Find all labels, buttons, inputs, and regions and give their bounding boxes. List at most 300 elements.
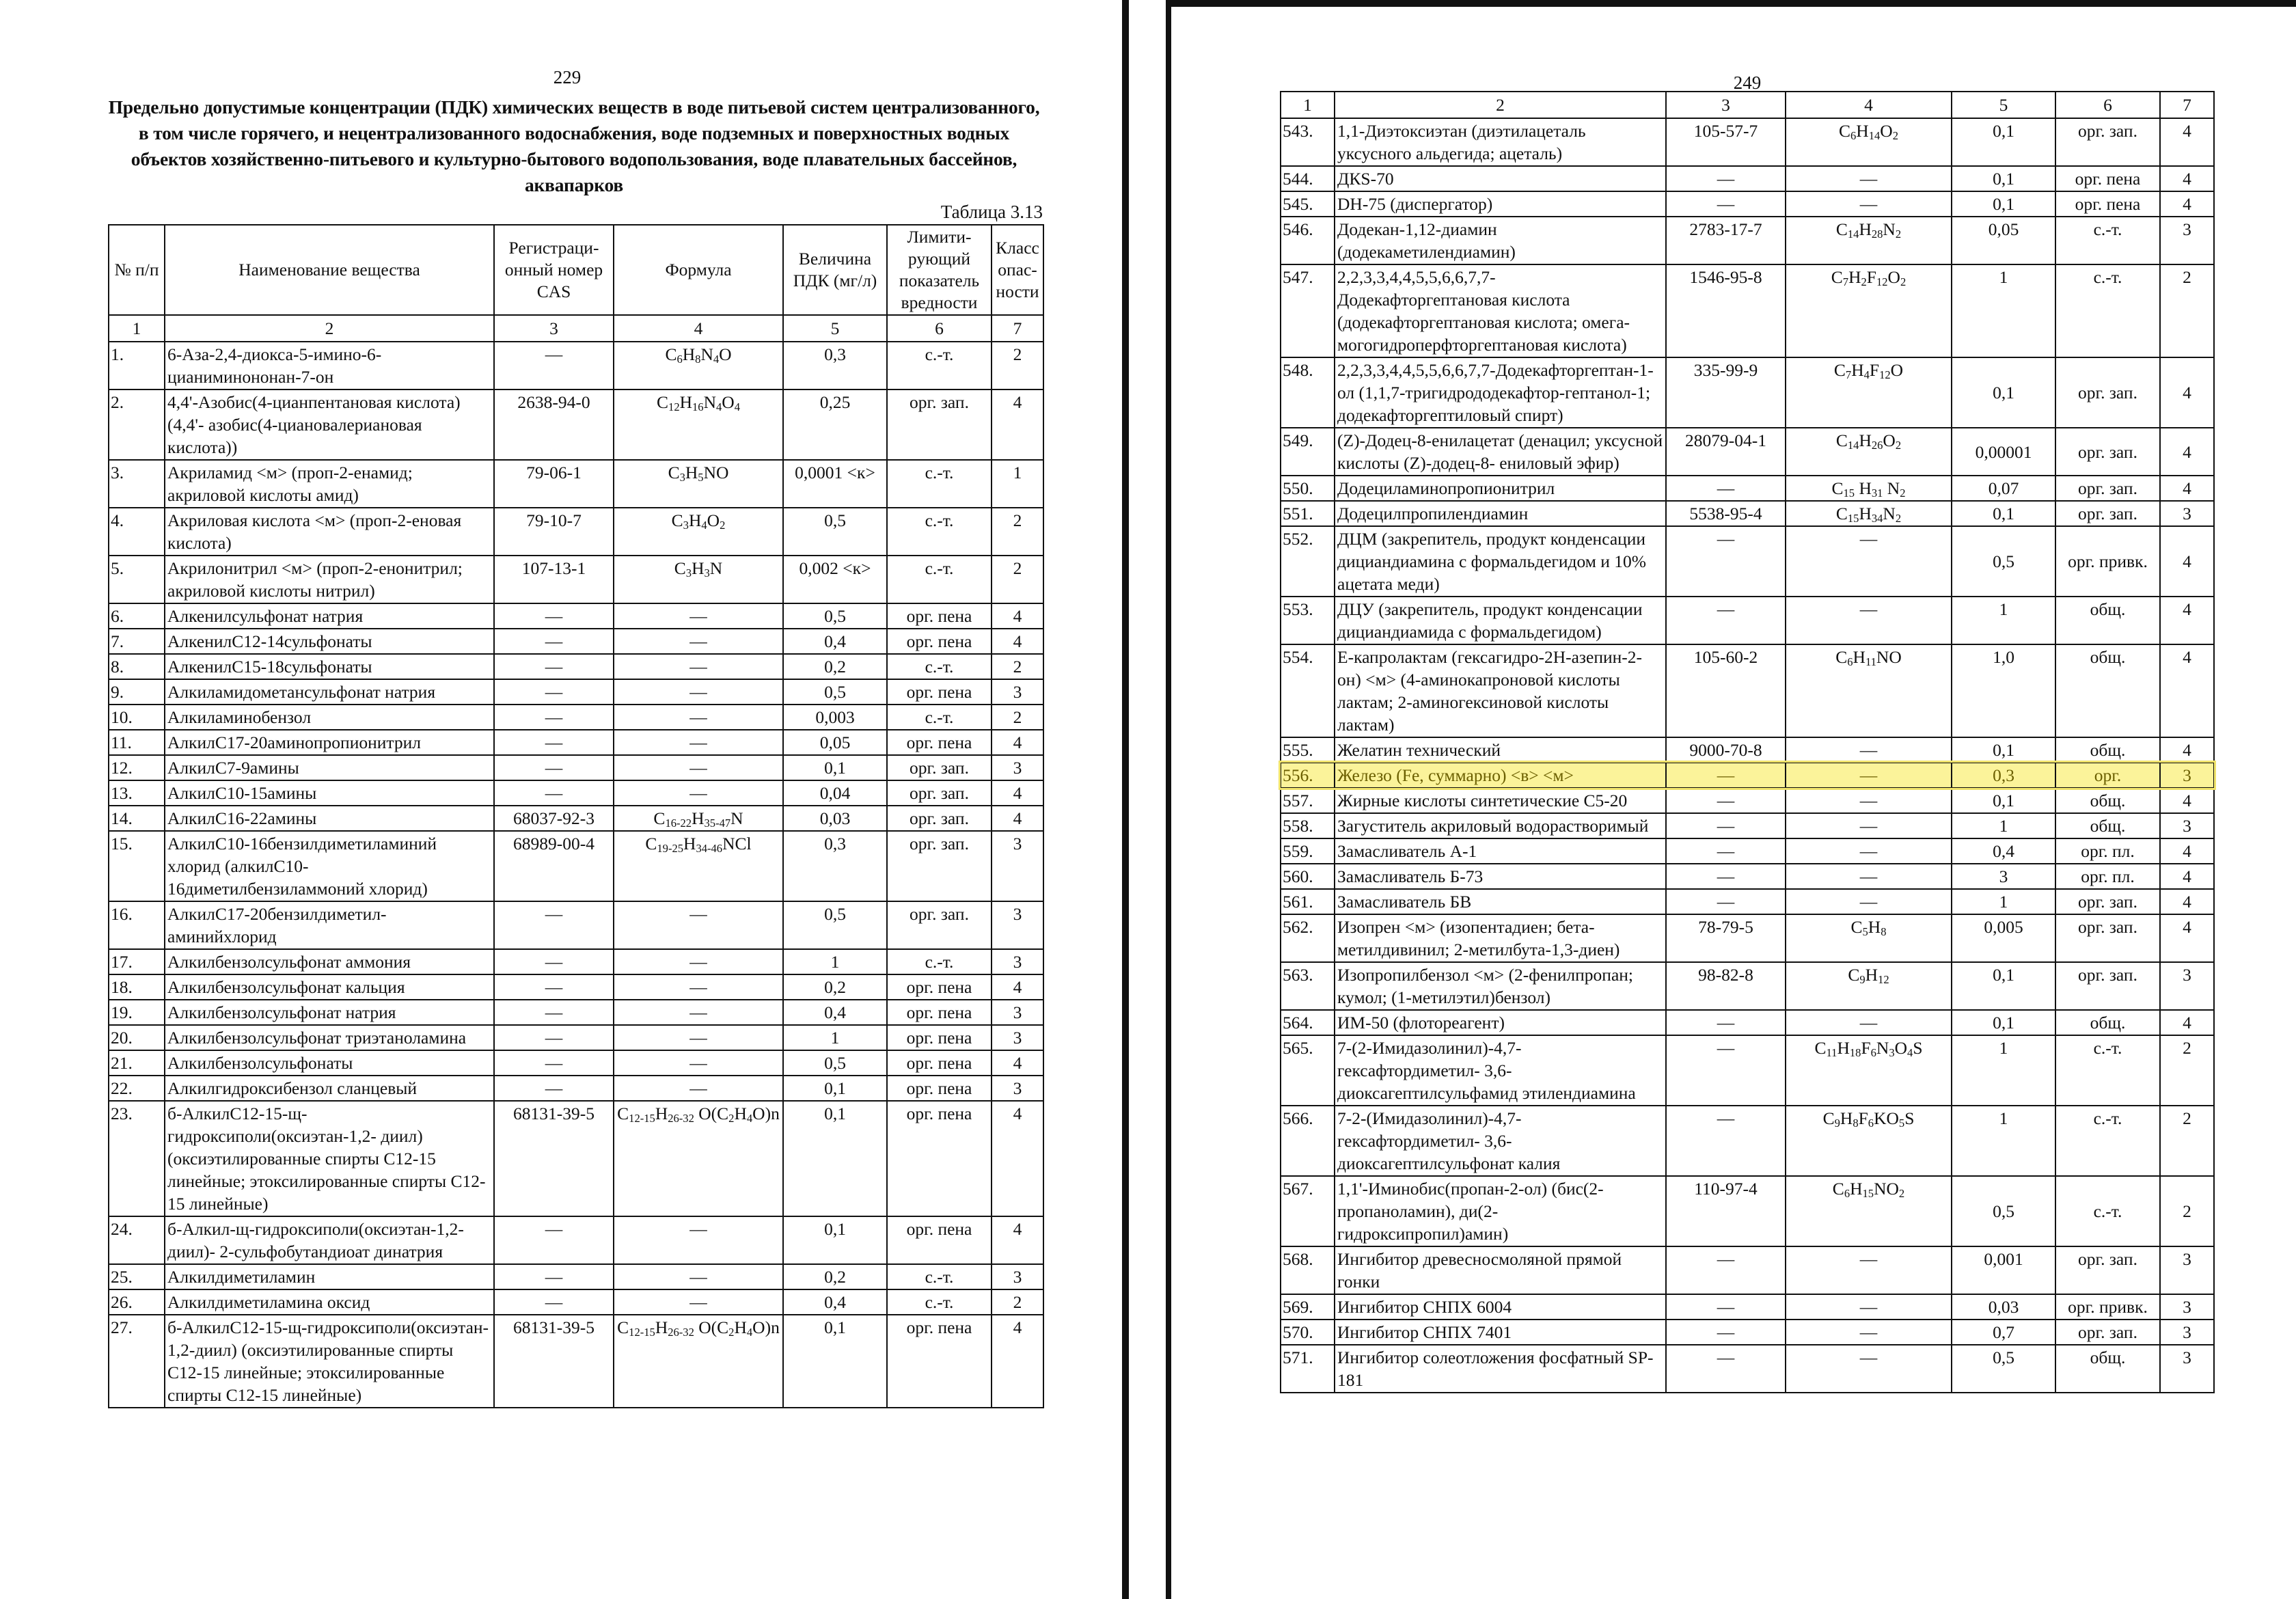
row-number: 553.	[1281, 597, 1335, 644]
limiting-indicator: орг. зап.	[2055, 1320, 2160, 1345]
page-number: 249	[1733, 72, 1762, 93]
hazard-class: 4	[992, 1315, 1043, 1408]
cas-number: 79-10-7	[494, 508, 614, 556]
cas-number: —	[494, 705, 614, 730]
substance-name: АлкилC17-20бензилдиметил-аминийхлорид	[165, 901, 494, 949]
table-row	[109, 390, 1043, 460]
limiting-indicator: орг. пл.	[2055, 864, 2160, 889]
substance-name: Акриловая кислота <м> (проп-2-еновая кислота)	[165, 508, 494, 556]
row-number: 6.	[109, 603, 165, 629]
cas-number: —	[1666, 838, 1786, 864]
pdk-value: 0,04	[783, 780, 887, 806]
table-row	[1281, 889, 2214, 914]
pdk-value: 1	[1952, 813, 2055, 838]
table-row-highlighted	[1281, 763, 2214, 788]
row-number: 550.	[1281, 476, 1335, 501]
cas-number: 28079-04-1	[1666, 428, 1786, 476]
substance-name: Замасливатель БВ	[1335, 889, 1666, 914]
hazard-class: 2	[992, 654, 1043, 679]
limiting-indicator: орг. зап.	[887, 390, 992, 460]
limiting-indicator: орг. зап.	[2055, 428, 2160, 476]
cas-number: —	[494, 654, 614, 679]
limiting-indicator: с.-т.	[887, 460, 992, 508]
table-row	[109, 508, 1043, 556]
limiting-indicator: с.-т.	[2055, 1106, 2160, 1176]
row-number: 568.	[1281, 1246, 1335, 1294]
chemical-formula: $C_{19-25}H_{34-46}NCl$	[614, 831, 783, 901]
chemical-formula: $C_{11}H_{18}F_6N_3O_4S$	[1786, 1035, 1952, 1106]
limiting-indicator: общ.	[2055, 1345, 2160, 1393]
substance-name: 1,1-Диэтоксиэтан (диэтилацеталь уксусного альдегида; ацеталь)	[1335, 118, 1666, 166]
pdk-value: 1	[783, 1025, 887, 1050]
pdk-value: 0,3	[1952, 763, 2055, 788]
chemical-formula: —	[614, 901, 783, 949]
limiting-indicator: орг. привк.	[2055, 526, 2160, 597]
row-number: 571.	[1281, 1345, 1335, 1393]
chemical-formula: —	[614, 654, 783, 679]
row-number: 13.	[109, 780, 165, 806]
table-row	[1281, 962, 2214, 1010]
chemical-formula: $C_5H_8$	[1786, 914, 1952, 962]
substance-name: Загуститель акриловый водорастворимый	[1335, 813, 1666, 838]
cas-number: —	[494, 1076, 614, 1101]
pdk-value: 0,00001	[1952, 428, 2055, 476]
chemical-formula: —	[614, 1076, 783, 1101]
pdk-value: 0,1	[1952, 737, 2055, 763]
cas-number: —	[494, 679, 614, 705]
row-number: 17.	[109, 949, 165, 974]
substance-name: ДЦМ (закрепитель, продукт конденсации дициандиамина с формальдегидом и 10% ацетата меди)	[1335, 526, 1666, 597]
hazard-class: 4	[992, 806, 1043, 831]
column-number-row	[109, 315, 1043, 342]
substance-name: DH-75 (диспергатор)	[1335, 191, 1666, 217]
pdk-value: 0,03	[1952, 1294, 2055, 1320]
chemical-formula: $C_9H_{12}$	[1786, 962, 1952, 1010]
substance-name: Изопрен <м> (изопентадиен; бета-метилдивинил; 2-метилбута-1,3-диен)	[1335, 914, 1666, 962]
cas-number: —	[1666, 1294, 1786, 1320]
table-row	[109, 1289, 1043, 1315]
hazard-class: 4	[992, 974, 1043, 1000]
substance-name: АлкилC10-15амины	[165, 780, 494, 806]
chemical-formula: —	[1786, 737, 1952, 763]
hazard-class: 4	[992, 730, 1043, 755]
table-row	[1281, 788, 2214, 813]
table-row	[109, 705, 1043, 730]
document-title: Предельно допустимые концентрации (ПДК) химических веществ в воде питьевой систем централизованного, в том числе горячего, и нецентрализованного водоснабжения, воде подземных и поверхностных водных объектов хозяйственно-питьевого и культурно-бытового водопользования, воде плавательных бассейнов, аквапарков	[108, 96, 1040, 195]
chemical-formula: $C_3H_4O_2$	[614, 508, 783, 556]
substance-name: 1,1'-Иминобис(пропан-2-ол) (бис(2-пропаноламин), ди(2-гидроксипропил)амин)	[1335, 1176, 1666, 1246]
pdk-value: 0,5	[1952, 1345, 2055, 1393]
substance-name: 7-2-(Имидазолинил)-4,7-гексафтордиметил- 3,6-диоксагептилсульфонат калия	[1335, 1106, 1666, 1176]
limiting-indicator: орг. зап.	[2055, 962, 2160, 1010]
cas-number: —	[1666, 788, 1786, 813]
cas-number: —	[1666, 1320, 1786, 1345]
row-number: 554.	[1281, 644, 1335, 737]
pdk-value: 0,1	[1952, 788, 2055, 813]
header-cas: Регистраци-онный номер CAS	[494, 225, 614, 315]
pdk-value: 3	[1952, 864, 2055, 889]
right-page	[1166, 0, 2296, 1599]
row-number: 10.	[109, 705, 165, 730]
hazard-class: 3	[992, 1264, 1043, 1289]
hazard-class: 3	[2160, 1246, 2214, 1294]
chemical-formula: —	[614, 730, 783, 755]
table-header-row	[109, 225, 1043, 315]
substance-name: Алкиламинобензол	[165, 705, 494, 730]
pdk-value: 0,2	[783, 654, 887, 679]
row-number: 25.	[109, 1264, 165, 1289]
hazard-class: 4	[2160, 788, 2214, 813]
hazard-class: 4	[2160, 737, 2214, 763]
substance-name: Желатин технический	[1335, 737, 1666, 763]
row-number: 562.	[1281, 914, 1335, 962]
row-number: 558.	[1281, 813, 1335, 838]
table-row	[1281, 476, 2214, 501]
hazard-class: 2	[992, 1289, 1043, 1315]
hazard-class: 3	[2160, 1320, 2214, 1345]
chemical-formula: $C_{12-15}H_{26-32}$ $O(C_2H_4O)n$	[614, 1101, 783, 1216]
header-name: Наименование вещества	[165, 225, 494, 315]
substance-name: Додециламинопропионитрил	[1335, 476, 1666, 501]
cas-number: —	[1666, 889, 1786, 914]
column-number: 7	[2160, 92, 2214, 118]
row-number: 556.	[1281, 763, 1335, 788]
substance-name: Алкилгидроксибензол сланцевый	[165, 1076, 494, 1101]
column-number: 2	[165, 315, 494, 342]
table-row	[1281, 264, 2214, 357]
table-row	[1281, 1246, 2214, 1294]
pdk-value: 0,05	[1952, 217, 2055, 264]
hazard-class: 4	[992, 1101, 1043, 1216]
chemical-formula: —	[1786, 864, 1952, 889]
limiting-indicator: орг. пена	[2055, 191, 2160, 217]
row-number: 557.	[1281, 788, 1335, 813]
substance-name: Алкиламидометансульфонат натрия	[165, 679, 494, 705]
chemical-formula: —	[614, 755, 783, 780]
hazard-class: 2	[2160, 264, 2214, 357]
pdk-value: 0,1	[1952, 166, 2055, 191]
cas-number: —	[494, 629, 614, 654]
cas-number: —	[1666, 1345, 1786, 1393]
chemical-formula: —	[614, 1050, 783, 1076]
hazard-class: 3	[2160, 1345, 2214, 1393]
row-number: 551.	[1281, 501, 1335, 526]
limiting-indicator: орг. пена	[887, 1025, 992, 1050]
limiting-indicator: орг. зап.	[2055, 501, 2160, 526]
row-number: 563.	[1281, 962, 1335, 1010]
chemical-formula: —	[614, 1289, 783, 1315]
substance-name: Е-капролактам (гексагидро-2Н-азепин-2-он) <м> (4-аминокапроновой кислоты лактам; 2-аминогексиновой кислоты лактам)	[1335, 644, 1666, 737]
table-row	[109, 806, 1043, 831]
cas-number: —	[494, 1289, 614, 1315]
column-number: 6	[887, 315, 992, 342]
row-number: 22.	[109, 1076, 165, 1101]
row-number: 559.	[1281, 838, 1335, 864]
limiting-indicator: орг. зап.	[887, 831, 992, 901]
pdk-value: 0,2	[783, 1264, 887, 1289]
substance-name: Ингибитор СНПХ 7401	[1335, 1320, 1666, 1345]
column-number: 5	[1952, 92, 2055, 118]
header-num: № п/п	[109, 225, 165, 315]
substance-name: б-АлкилC12-15-щ-гидроксиполи(оксиэтан-1,2- диил) (оксиэтилированные спирты C12-15 линейные; этоксилированные спирты C12-15 линейные)	[165, 1101, 494, 1216]
table-row	[109, 1050, 1043, 1076]
table-row	[109, 342, 1043, 390]
chemical-formula: —	[614, 949, 783, 974]
pdk-value: 0,5	[1952, 1176, 2055, 1246]
substance-name: Алкилбензолсульфонат кальция	[165, 974, 494, 1000]
column-number: 4	[1786, 92, 1952, 118]
hazard-class: 3	[992, 755, 1043, 780]
row-number: 19.	[109, 1000, 165, 1025]
row-number: 20.	[109, 1025, 165, 1050]
hazard-class: 4	[2160, 914, 2214, 962]
cas-number: 105-60-2	[1666, 644, 1786, 737]
pdk-value: 1	[1952, 889, 2055, 914]
substance-name: Жирные кислоты синтетические С5-20	[1335, 788, 1666, 813]
cas-number: —	[1666, 166, 1786, 191]
table-row	[109, 679, 1043, 705]
pdk-value: 0,3	[783, 342, 887, 390]
substance-name: АлкилC16-22амины	[165, 806, 494, 831]
chemical-formula: —	[614, 705, 783, 730]
column-number-row	[1281, 92, 2214, 118]
limiting-indicator: орг. пена	[887, 1000, 992, 1025]
table-row	[1281, 357, 2214, 428]
cas-number: —	[494, 730, 614, 755]
pdk-value: 0,5	[783, 508, 887, 556]
column-number: 3	[1666, 92, 1786, 118]
table-row	[109, 831, 1043, 901]
hazard-class: 4	[992, 390, 1043, 460]
cas-number: —	[494, 974, 614, 1000]
limiting-indicator: общ.	[2055, 788, 2160, 813]
chemical-formula: $C_6H_{15}NO_2$	[1786, 1176, 1952, 1246]
limiting-indicator: орг. зап.	[887, 755, 992, 780]
limiting-indicator: с.-т.	[887, 1264, 992, 1289]
pdk-value: 0,07	[1952, 476, 2055, 501]
pdk-value: 1	[1952, 597, 2055, 644]
chemical-formula: —	[614, 679, 783, 705]
table-caption: Таблица 3.13	[940, 202, 1043, 222]
pdk-value: 0,5	[1952, 526, 2055, 597]
limiting-indicator: с.-т.	[2055, 1176, 2160, 1246]
substance-name: 4,4'-Азобис(4-цианпентановая кислота) (4,4'- азобис(4-циановалериановая кислота))	[165, 390, 494, 460]
table-row	[109, 1000, 1043, 1025]
hazard-class: 4	[992, 780, 1043, 806]
chemical-formula: $C_{16-22}H_{35-47}N$	[614, 806, 783, 831]
pdk-value: 0,1	[783, 1216, 887, 1264]
row-number: 2.	[109, 390, 165, 460]
chemical-formula: —	[614, 603, 783, 629]
row-number: 7.	[109, 629, 165, 654]
hazard-class: 3	[992, 679, 1043, 705]
hazard-class: 2	[2160, 1106, 2214, 1176]
pdk-value: 0,5	[783, 679, 887, 705]
hazard-class: 4	[2160, 526, 2214, 597]
chemical-formula: —	[1786, 1320, 1952, 1345]
limiting-indicator: орг. пена	[887, 974, 992, 1000]
cas-number: 68037-92-3	[494, 806, 614, 831]
hazard-class: 4	[2160, 476, 2214, 501]
chemical-formula: —	[1786, 191, 1952, 217]
table-row	[109, 1025, 1043, 1050]
pdk-value: 0,5	[783, 1050, 887, 1076]
limiting-indicator: орг.	[2055, 763, 2160, 788]
limiting-indicator: орг. пл.	[2055, 838, 2160, 864]
limiting-indicator: орг. зап.	[2055, 1246, 2160, 1294]
row-number: 18.	[109, 974, 165, 1000]
cas-number: —	[1666, 1010, 1786, 1035]
table-row	[1281, 914, 2214, 962]
table-row	[109, 730, 1043, 755]
limiting-indicator: орг. зап.	[2055, 914, 2160, 962]
table-row	[1281, 1106, 2214, 1176]
chemical-formula: —	[614, 974, 783, 1000]
substance-name: Замасливатель А-1	[1335, 838, 1666, 864]
pdk-value: 0,001	[1952, 1246, 2055, 1294]
cas-number: —	[1666, 191, 1786, 217]
table-row	[109, 629, 1043, 654]
pdk-value: 0,5	[783, 901, 887, 949]
substance-name: Алкилдиметиламина оксид	[165, 1289, 494, 1315]
cas-number: 5538-95-4	[1666, 501, 1786, 526]
hazard-class: 4	[2160, 838, 2214, 864]
chemical-formula: —	[1786, 1010, 1952, 1035]
cas-number: —	[494, 1025, 614, 1050]
substance-name: ДЦУ (закрепитель, продукт конденсации дициандиамида с формальдегидом)	[1335, 597, 1666, 644]
chemical-formula: $C_{14}H_{26}O_2$	[1786, 428, 1952, 476]
hazard-class: 1	[992, 460, 1043, 508]
header-class: Класс опас-ности	[992, 225, 1043, 315]
pdk-value: 0,5	[783, 603, 887, 629]
chemical-formula: —	[1786, 838, 1952, 864]
column-number: 1	[109, 315, 165, 342]
hazard-class: 4	[2160, 1010, 2214, 1035]
limiting-indicator: с.-т.	[887, 705, 992, 730]
chemical-formula: $C_7H_2F_{12}O_2$	[1786, 264, 1952, 357]
hazard-class: 4	[2160, 191, 2214, 217]
limiting-indicator: орг. пена	[887, 679, 992, 705]
pdk-value: 0,7	[1952, 1320, 2055, 1345]
cas-number: —	[1666, 476, 1786, 501]
row-number: 24.	[109, 1216, 165, 1264]
chemical-formula: $C_{12-15}H_{26-32}$ $O(C_2H_4O)n$	[614, 1315, 783, 1408]
cas-number: 2638-94-0	[494, 390, 614, 460]
table-body-right	[1281, 92, 2214, 1393]
chemical-formula: —	[1786, 788, 1952, 813]
limiting-indicator: орг. зап.	[2055, 476, 2160, 501]
table-row	[1281, 526, 2214, 597]
hazard-class: 4	[2160, 118, 2214, 166]
column-number: 3	[494, 315, 614, 342]
chemical-formula: $C_6H_{14}O_2$	[1786, 118, 1952, 166]
pdk-value: 0,03	[783, 806, 887, 831]
hazard-class: 2	[992, 508, 1043, 556]
table-row	[1281, 1035, 2214, 1106]
row-number: 16.	[109, 901, 165, 949]
cas-number: 105-57-7	[1666, 118, 1786, 166]
pdk-value: 0,1	[1952, 962, 2055, 1010]
hazard-class: 4	[2160, 166, 2214, 191]
row-number: 543.	[1281, 118, 1335, 166]
pdk-value: 0,4	[783, 629, 887, 654]
cas-number: 68989-00-4	[494, 831, 614, 901]
table-row	[109, 1216, 1043, 1264]
table-row	[1281, 1345, 2214, 1393]
limiting-indicator: орг. пена	[887, 603, 992, 629]
limiting-indicator: орг. пена	[887, 1315, 992, 1408]
hazard-class: 2	[992, 705, 1043, 730]
table-row	[109, 603, 1043, 629]
limiting-indicator: орг. зап.	[887, 806, 992, 831]
row-number: 8.	[109, 654, 165, 679]
cas-number: —	[494, 755, 614, 780]
table-row	[1281, 597, 2214, 644]
hazard-class: 4	[992, 1216, 1043, 1264]
substance-name: Изопропилбензол <м> (2-фенилпропан; кумол; (1-метилэтил)бензол)	[1335, 962, 1666, 1010]
column-number: 2	[1335, 92, 1666, 118]
row-number: 11.	[109, 730, 165, 755]
row-number: 549.	[1281, 428, 1335, 476]
pdk-value: 1	[1952, 1035, 2055, 1106]
cas-number: —	[494, 949, 614, 974]
substance-name: Додецилпропилендиамин	[1335, 501, 1666, 526]
limiting-indicator: с.-т.	[2055, 1035, 2160, 1106]
table-row	[1281, 737, 2214, 763]
chemical-formula: $C_6H_{11}NO$	[1786, 644, 1952, 737]
hazard-class: 3	[2160, 1294, 2214, 1320]
substance-name: Ингибитор древесносмоляной прямой гонки	[1335, 1246, 1666, 1294]
limiting-indicator: орг. зап.	[887, 780, 992, 806]
hazard-class: 2	[992, 556, 1043, 603]
cas-number: 78-79-5	[1666, 914, 1786, 962]
limiting-indicator: орг. пена	[887, 1050, 992, 1076]
substance-name: АлкилC10-16бензилдиметиламиний хлорид (алкилC10-16диметилбензиламмоний хлорид)	[165, 831, 494, 901]
chemical-formula: $C_3H_3N$	[614, 556, 783, 603]
pdk-value: 1	[1952, 264, 2055, 357]
table-row	[109, 1264, 1043, 1289]
limiting-indicator: орг. зап.	[2055, 889, 2160, 914]
table-row	[109, 1076, 1043, 1101]
column-number: 6	[2055, 92, 2160, 118]
substance-name: Ингибитор СНПХ 6004	[1335, 1294, 1666, 1320]
column-number: 4	[614, 315, 783, 342]
pdk-value: 0,0001 <к>	[783, 460, 887, 508]
limiting-indicator: с.-т.	[887, 949, 992, 974]
pdk-value: 0,1	[1952, 501, 2055, 526]
cas-number: 107-13-1	[494, 556, 614, 603]
limiting-indicator: с.-т.	[2055, 217, 2160, 264]
row-number: 15.	[109, 831, 165, 901]
chemical-formula: —	[1786, 1345, 1952, 1393]
header-formula: Формула	[614, 225, 783, 315]
substance-name: Алкенилсульфонат натрия	[165, 603, 494, 629]
cas-number: 98-82-8	[1666, 962, 1786, 1010]
pdk-value: 1	[1952, 1106, 2055, 1176]
limiting-indicator: общ.	[2055, 644, 2160, 737]
row-number: 14.	[109, 806, 165, 831]
hazard-class: 4	[2160, 644, 2214, 737]
table-row	[1281, 191, 2214, 217]
limiting-indicator: орг. пена	[887, 1101, 992, 1216]
table-row	[1281, 864, 2214, 889]
pdk-table-right	[1280, 91, 2215, 1393]
row-number: 27.	[109, 1315, 165, 1408]
cas-number: —	[1666, 1106, 1786, 1176]
row-number: 546.	[1281, 217, 1335, 264]
pdk-value: 0,1	[783, 1101, 887, 1216]
table-row	[109, 460, 1043, 508]
